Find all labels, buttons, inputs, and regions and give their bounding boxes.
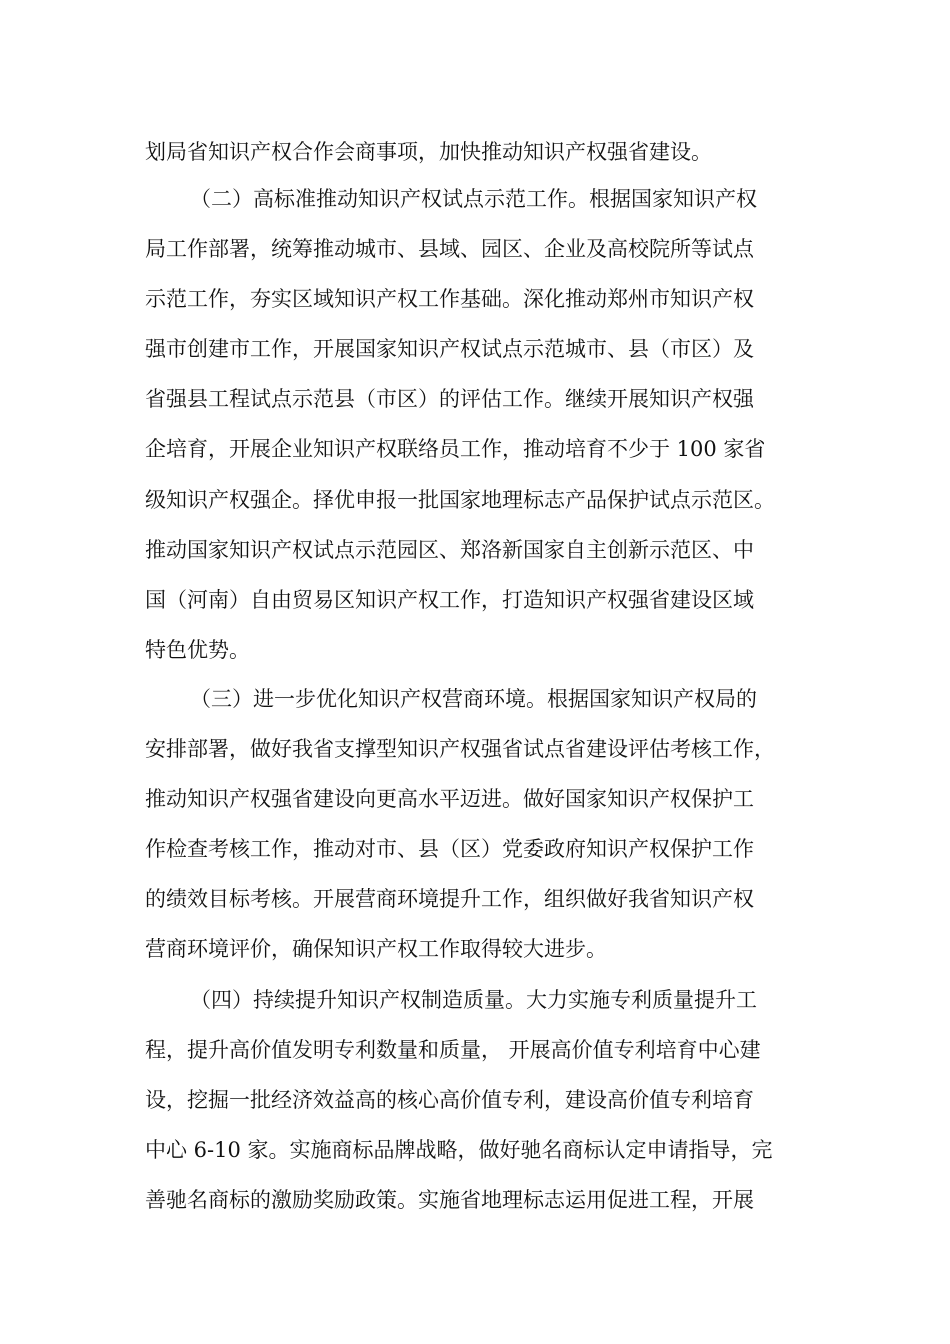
text-line: 特色优势。 — [145, 638, 250, 662]
text-line: 的绩效目标考核。开展营商环境提升工作，组织做好我省知识产权 — [145, 887, 754, 911]
paragraph-first-line: （四）持续提升知识产权制造质量。大力实施专利质量提升工 — [190, 988, 757, 1012]
paragraph-first-line: （三）进一步优化知识产权营商环境。根据国家知识产权局的 — [190, 687, 757, 711]
text-line: 企培育，开展企业知识产权联络员工作，推动培育不少于 100 家省 — [145, 437, 766, 461]
paragraph-first-line: （二）高标准推动知识产权试点示范工作。根据国家知识产权 — [190, 187, 757, 211]
text-line: 级知识产权强企。择优申报一批国家地理标志产品保护试点示范区。 — [145, 488, 775, 512]
text-line: 推动知识产权强省建设向更高水平迈进。做好国家知识产权保护工 — [145, 787, 754, 811]
text-line: 程，提升高价值发明专利数量和质量， 开展高价值专利培育中心建 — [145, 1038, 761, 1062]
text-line: 局工作部署，统筹推动城市、县域、园区、企业及高校院所等试点 — [145, 237, 754, 261]
text-line: 设，挖掘一批经济效益高的核心高价值专利，建设高价值专利培育 — [145, 1088, 754, 1112]
text-line: 推动国家知识产权试点示范园区、郑洛新国家自主创新示范区、中 — [145, 538, 754, 562]
text-line: 中心 6-10 家。实施商标品牌战略，做好驰名商标认定申请指导，完 — [145, 1138, 773, 1162]
text-line: 强市创建市工作，开展国家知识产权试点示范城市、县（市区）及 — [145, 337, 754, 361]
text-line: 示范工作，夯实区域知识产权工作基础。深化推动郑州市知识产权 — [145, 287, 754, 311]
text-line: 善驰名商标的激励奖励政策。实施省地理标志运用促进工程，开展 — [145, 1188, 754, 1212]
text-line: 作检查考核工作，推动对市、县（区）党委政府知识产权保护工作 — [145, 837, 754, 861]
text-line: 国（河南）自由贸易区知识产权工作，打造知识产权强省建设区域 — [145, 588, 754, 612]
text-line: 安排部署，做好我省支撑型知识产权强省试点省建设评估考核工作， — [145, 737, 775, 761]
text-line: 省强县工程试点示范县（市区）的评估工作。继续开展知识产权强 — [145, 387, 754, 411]
text-line: 营商环境评价，确保知识产权工作取得较大进步。 — [145, 937, 607, 961]
text-line: 划局省知识产权合作会商事项，加快推动知识产权强省建设。 — [145, 140, 712, 164]
